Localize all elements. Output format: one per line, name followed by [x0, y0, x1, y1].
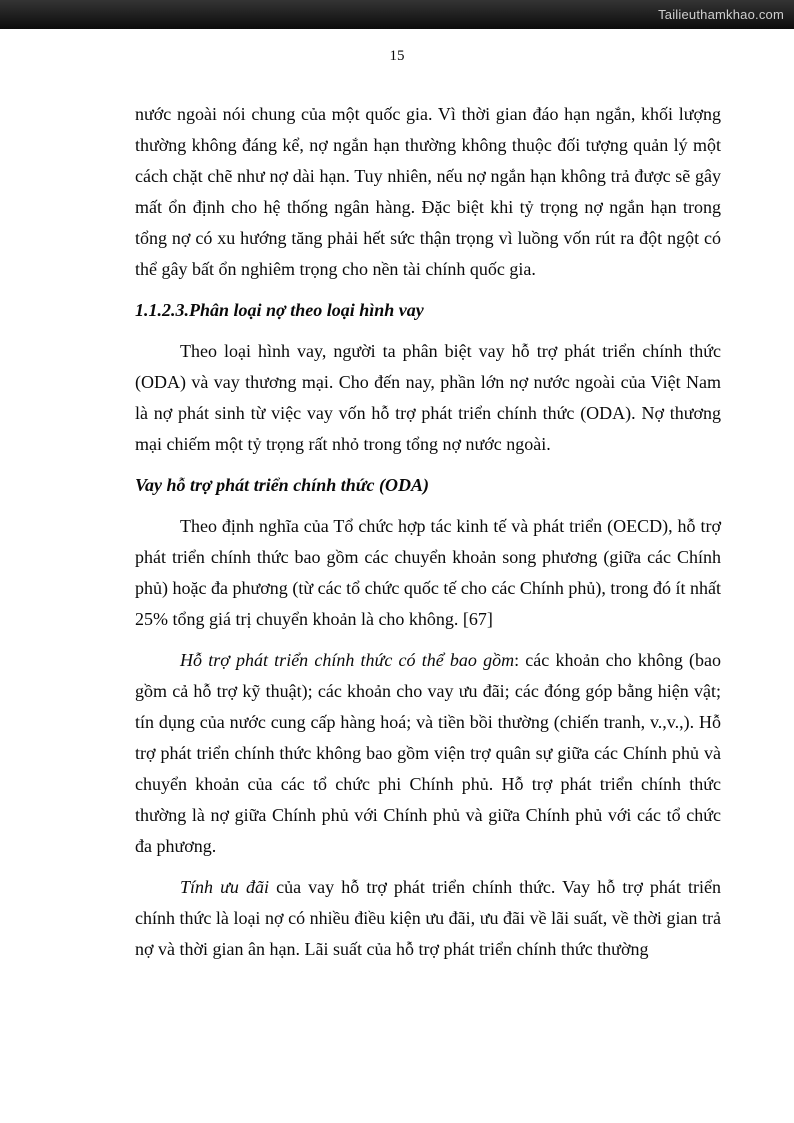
paragraph-lead-italic: Tính ưu đãi	[180, 877, 270, 897]
subsection-heading-oda: Vay hỗ trợ phát triển chính thức (ODA)	[135, 475, 429, 495]
page-number: 15	[389, 48, 405, 64]
paragraph-short-term-debt: nước ngoài nói chung của một quốc gia. Vì thời gian đáo hạn ngắn, khối lượng thường không đáng kể, nợ ngắn hạn thường không thuộc đối tượng quản lý một cách chặt chẽ như nợ dài hạn. Tuy nhiên, nếu nợ ngắn hạn không trả được sẽ gây mất ổn định cho hệ thống ngân hàng. Đặc biệt khi tỷ trọng nợ ngắn hạn trong tổng nợ có xu hướng tăng phải hết sức thận trọng vì luồng vốn rút ra đột ngột có thể gây bất ổn nghiêm trọng cho nền tài chính quốc gia.	[135, 104, 721, 279]
watermark-bar	[0, 0, 794, 29]
section-heading-1-1-2-3: 1.1.2.3.Phân loại nợ theo loại hình vay	[135, 300, 424, 320]
paragraph-text: của vay hỗ trợ phát triển chính thức. Vay hỗ trợ phát triển chính thức là loại nợ có nhiều điều kiện ưu đãi, ưu đãi về lãi suất, về thời gian trả nợ và thời gian ân hạn. Lãi suất của hỗ trợ phát triển chính thức thường	[135, 877, 721, 959]
paragraph-lead-italic: Hỗ trợ phát triển chính thức có thể bao gồm	[180, 650, 515, 670]
paragraph-oecd-definition: Theo định nghĩa của Tổ chức hợp tác kinh tế và phát triển (OECD), hỗ trợ phát triển chính thức bao gồm các chuyển khoản song phương (giữa các Chính phủ) hoặc đa phương (từ các tổ chức quốc tế cho các Chính phủ), trong đó ít nhất 25% tổng giá trị chuyển khoản là cho không. [67]	[135, 516, 721, 629]
paragraph-oda-components	[135, 645, 721, 862]
paragraph-text: : các khoản cho không (bao gồm cả hỗ trợ kỹ thuật); các khoản cho vay ưu đãi; các đóng góp bằng hiện vật; tín dụng của nước cung cấp hàng hoá; và tiền bồi thường (chiến tranh, v.,v.,). Hỗ trợ phát triển chính thức không bao gồm viện trợ quân sự giữa các Chính phủ và chuyển khoản của các tổ chức phi Chính phủ. Hỗ trợ phát triển chính thức thường là nợ giữa Chính phủ với Chính phủ và giữa Chính phủ với các tổ chức đa phương.	[135, 650, 721, 856]
paragraph-oda-preferential	[135, 872, 721, 965]
watermark-site-link[interactable]: Tailieuthamkhao.com	[658, 7, 784, 22]
paragraph-loan-type-intro: Theo loại hình vay, người ta phân biệt vay hỗ trợ phát triển chính thức (ODA) và vay thương mại. Cho đến nay, phần lớn nợ nước ngoài của Việt Nam là nợ phát sinh từ việc vay vốn hỗ trợ phát triển chính thức (ODA). Nợ thương mại chiếm một tỷ trọng rất nhỏ trong tổng nợ nước ngoài.	[135, 341, 721, 454]
document-content	[135, 99, 721, 975]
